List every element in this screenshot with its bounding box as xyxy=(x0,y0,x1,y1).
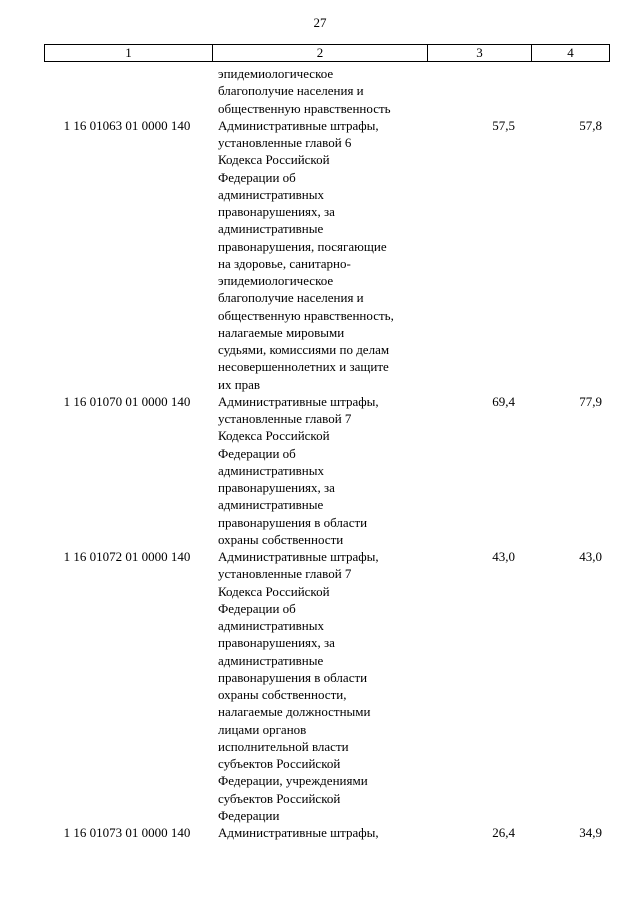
description-line: правонарушения в области xyxy=(218,669,368,685)
description-line: установленные главой 7 xyxy=(218,566,352,582)
value-col-4: 43,0 xyxy=(579,549,602,564)
header-col-3: 3 xyxy=(428,45,532,61)
description-line: эпидемиологическое xyxy=(218,66,334,81)
header-col-2: 2 xyxy=(213,45,428,61)
revenue-description xyxy=(212,548,427,824)
table-row xyxy=(44,548,610,824)
value-col-3: 57,5 xyxy=(492,117,515,133)
table-body xyxy=(44,65,610,841)
description-line: охраны собственности xyxy=(218,531,344,547)
description-line: Административные штрафы, xyxy=(218,549,379,564)
header-col-1: 1 xyxy=(45,45,213,61)
description-line: лицами органов xyxy=(218,721,307,737)
description-line: несовершеннолетних и защите xyxy=(218,359,389,375)
description-line: судьями, комиссиями по делам xyxy=(218,342,390,357)
description-line: административных xyxy=(218,186,324,202)
description-line: Федерации об xyxy=(218,445,296,461)
table-row xyxy=(44,65,610,117)
table-row xyxy=(44,393,610,548)
description-line: налагаемые мировыми xyxy=(218,324,345,340)
value-col-4: 57,8 xyxy=(579,117,602,133)
description-line: благополучие населения и xyxy=(218,290,364,306)
description-line: Федерации xyxy=(218,807,280,823)
description-line: на здоровье, санитарно- xyxy=(218,255,351,271)
description-line: административные xyxy=(218,652,324,668)
value-col-4: 34,9 xyxy=(579,825,602,840)
value-col-3: 26,4 xyxy=(492,825,515,840)
value-col-3: 43,0 xyxy=(492,549,515,564)
description-line: установленные главой 7 xyxy=(218,411,352,426)
description-line: Федерации об xyxy=(218,169,296,185)
description-line: их прав xyxy=(218,376,261,392)
budget-code: 1 16 01063 01 0000 140 xyxy=(63,117,191,133)
table-row xyxy=(44,117,610,393)
description-line: субъектов Российской xyxy=(218,756,341,771)
description-line: Федерации об xyxy=(218,600,296,616)
description-line: Административные штрафы, xyxy=(218,825,379,840)
budget-code: 1 16 01073 01 0000 140 xyxy=(63,825,191,840)
description-line: эпидемиологическое xyxy=(218,273,334,288)
description-line: административные xyxy=(218,497,324,513)
description-line: субъектов Российской xyxy=(218,790,341,806)
value-col-4: 77,9 xyxy=(579,393,602,409)
description-line: административных xyxy=(218,462,324,478)
description-line: правонарушения, посягающие xyxy=(218,238,387,254)
description-line: Административные штрафы, xyxy=(218,393,379,409)
description-line: Кодекса Российской xyxy=(218,428,330,444)
description-line: Кодекса Российской xyxy=(218,152,330,168)
revenue-description xyxy=(212,393,427,548)
description-line: правонарушениях, за xyxy=(218,635,335,651)
description-line: административных xyxy=(218,618,324,633)
description-line: установленные главой 6 xyxy=(218,135,352,150)
description-line: общественную нравственность xyxy=(218,100,391,116)
description-line: правонарушения в области xyxy=(218,514,368,530)
revenue-description xyxy=(212,117,427,393)
budget-code: 1 16 01072 01 0000 140 xyxy=(63,549,191,564)
description-line: исполнительной власти xyxy=(218,738,349,754)
description-line: Кодекса Российской xyxy=(218,583,330,599)
description-line: охраны собственности, xyxy=(218,687,347,702)
description-line: налагаемые должностными xyxy=(218,704,371,720)
value-col-3: 69,4 xyxy=(492,393,515,409)
table-header-row xyxy=(44,44,610,62)
description-line: правонарушениях, за xyxy=(218,204,335,219)
description-line: Административные штрафы, xyxy=(218,117,379,133)
description-line: благополучие населения и xyxy=(218,83,364,99)
page-number: 27 xyxy=(313,15,327,30)
description-line: Федерации, учреждениями xyxy=(218,773,368,789)
table-row xyxy=(44,824,610,841)
budget-code: 1 16 01070 01 0000 140 xyxy=(63,393,191,409)
revenue-description xyxy=(212,65,427,117)
revenue-description xyxy=(212,824,427,841)
description-line: общественную нравственность, xyxy=(218,307,394,323)
description-line: административные xyxy=(218,221,324,237)
description-line: правонарушениях, за xyxy=(218,480,335,495)
header-col-4: 4 xyxy=(567,45,574,60)
